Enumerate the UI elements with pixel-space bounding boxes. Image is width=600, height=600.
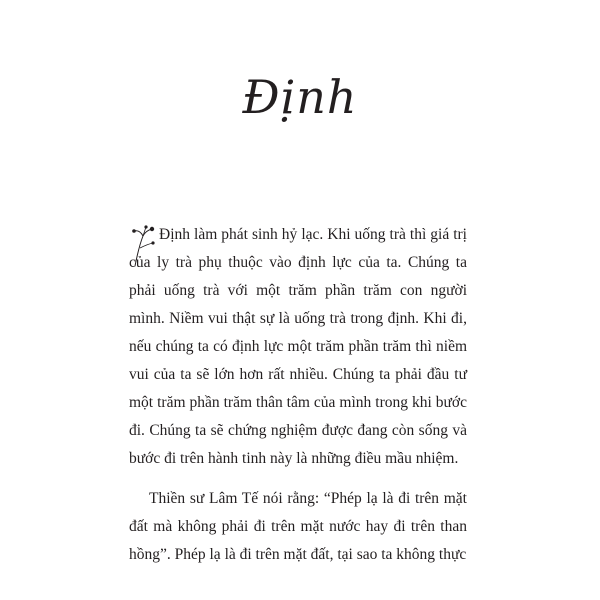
body-text (129, 221, 467, 569)
paragraph: Định làm phát sinh hỷ lạc. Khi uống trà thì giá trị của ly trà phụ thuộc vào định lực của ta. Chúng ta phải uống trà với một trăm phần trăm con người mình. Niềm vui thật sự là uống trà trong định. Khi đi, nếu chúng ta có định lực một trăm phần trăm thì niềm vui của ta sẽ lớn hơn rất nhiều. Chúng ta phải đầu tư một trăm phần trăm thân tâm của mình trong khi bước đi. Chúng ta sẽ chứng nghiệm được đang còn sống và bước đi trên hành tinh này là những điều mầu nhiệm. (129, 226, 467, 467)
paragraph: Thiền sư Lâm Tế nói rằng: “Phép lạ là đi trên mặt đất mà không phải đi trên mặt nước hay đi trên than hồng”. Phép lạ là đi trên mặt đất, tại sao ta không thực (129, 490, 467, 563)
chapter-title: Định (242, 70, 358, 124)
